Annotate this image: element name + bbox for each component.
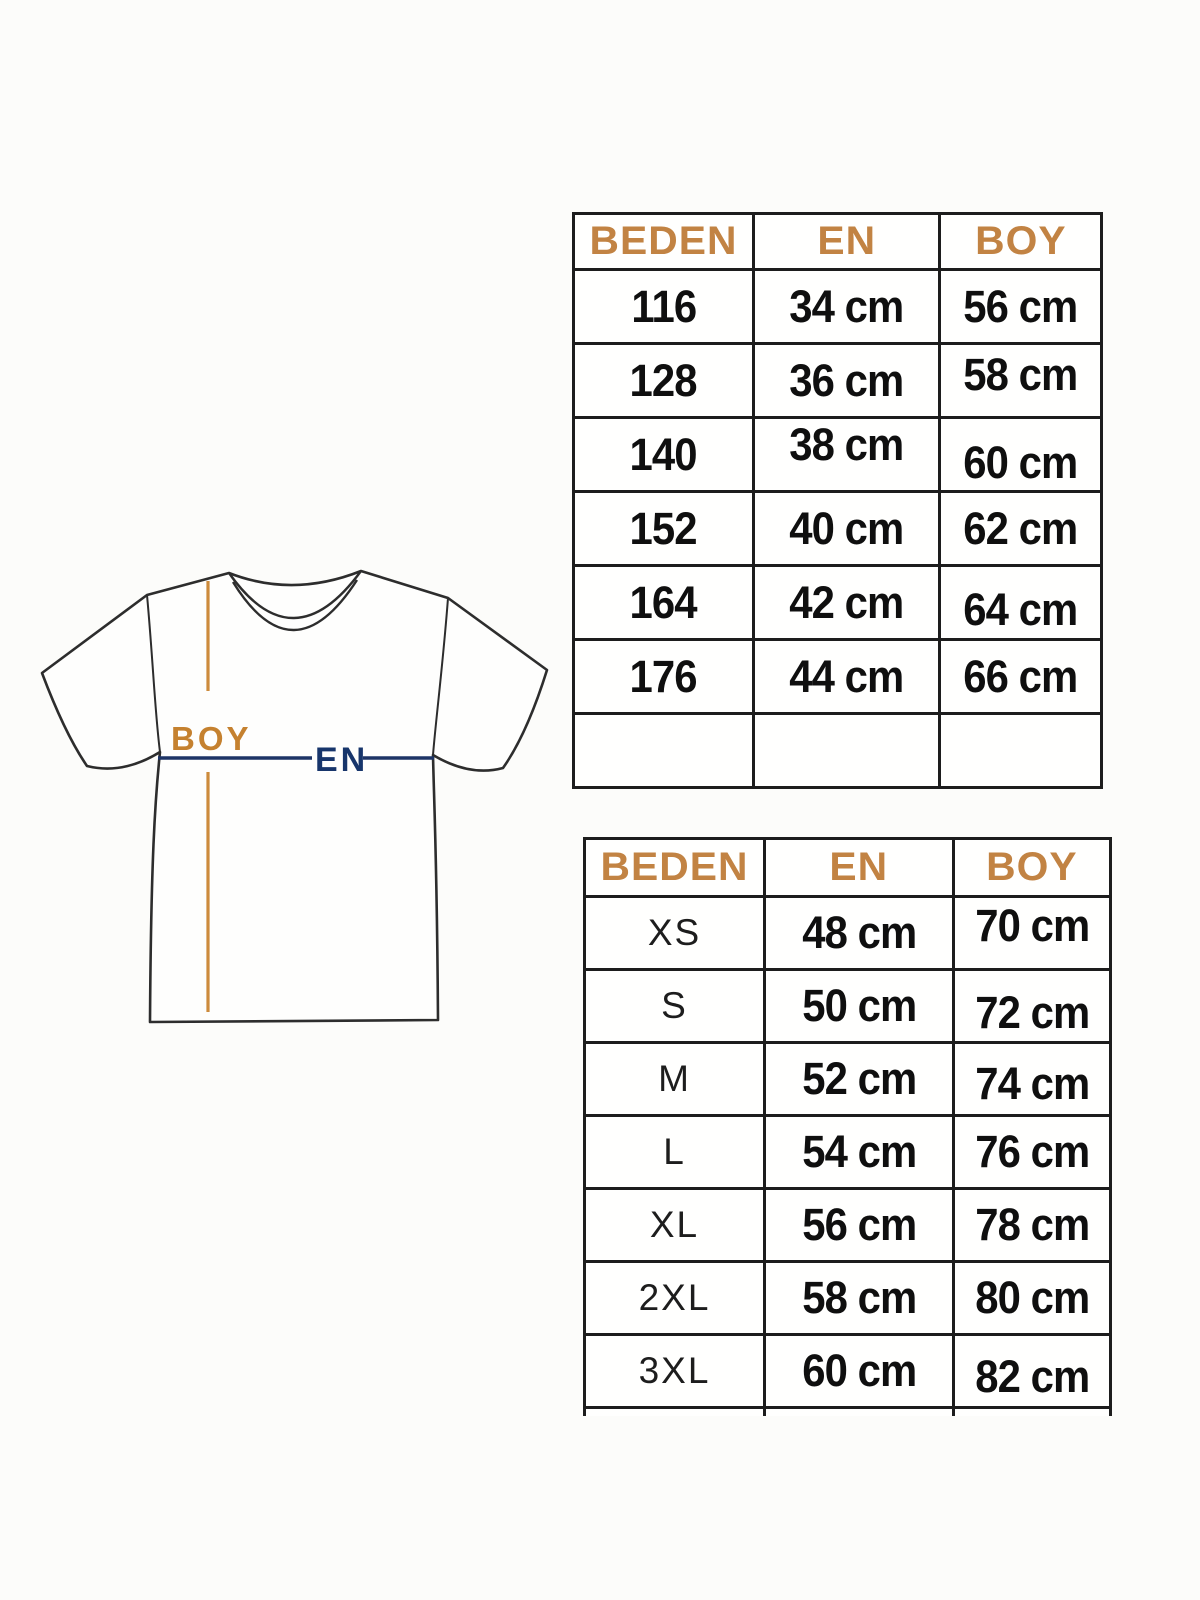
header-text: BOY bbox=[974, 219, 1067, 263]
width-label: EN bbox=[315, 741, 369, 779]
length-cell bbox=[940, 714, 1102, 788]
adult-size-table bbox=[583, 837, 1112, 1416]
header-text: BEDEN bbox=[589, 219, 738, 263]
kids-table-header-row bbox=[574, 214, 1102, 270]
size-cell bbox=[574, 344, 754, 418]
table-row bbox=[585, 1189, 1111, 1262]
size-cell bbox=[585, 970, 765, 1043]
cell-text: 42 cm bbox=[789, 576, 904, 628]
cell-text: 128 bbox=[629, 354, 698, 406]
size-cell bbox=[585, 1043, 765, 1116]
cell-text: 70 cm bbox=[974, 900, 1090, 951]
empty-table-row bbox=[574, 714, 1102, 788]
length-cell bbox=[940, 418, 1102, 492]
header-cell-boy bbox=[954, 839, 1111, 897]
header-text: BOY bbox=[986, 845, 1078, 889]
length-cell bbox=[940, 492, 1102, 566]
size-cell bbox=[585, 1335, 765, 1408]
width-cell bbox=[765, 1262, 954, 1335]
width-cell bbox=[754, 270, 940, 344]
cell-text: 50 cm bbox=[801, 980, 917, 1031]
width-cell bbox=[765, 1335, 954, 1408]
length-cell bbox=[954, 1262, 1111, 1335]
length-cell bbox=[940, 344, 1102, 418]
cell-text: XL bbox=[649, 1204, 700, 1245]
cell-text: 78 cm bbox=[974, 1199, 1090, 1250]
cell-text: 58 cm bbox=[801, 1272, 917, 1323]
cut-off-row bbox=[585, 1408, 1111, 1416]
cell-text: 56 cm bbox=[963, 280, 1078, 332]
table-row bbox=[574, 640, 1102, 714]
length-cell bbox=[954, 1335, 1111, 1408]
header-text: BEDEN bbox=[600, 845, 749, 889]
length-cell bbox=[940, 270, 1102, 344]
cell-text: 38 cm bbox=[789, 418, 904, 470]
size-cell bbox=[574, 566, 754, 640]
table-row bbox=[585, 897, 1111, 970]
width-cell bbox=[765, 1116, 954, 1189]
cell-text: XS bbox=[647, 912, 702, 953]
cell-text: 66 cm bbox=[963, 650, 1078, 702]
cell-text: 74 cm bbox=[974, 1058, 1090, 1109]
table-row bbox=[574, 344, 1102, 418]
cell-text: 56 cm bbox=[801, 1199, 917, 1250]
cell-text: 36 cm bbox=[789, 354, 904, 406]
width-cell bbox=[754, 714, 940, 788]
length-cell bbox=[954, 897, 1111, 970]
cell-text: 176 bbox=[629, 650, 698, 702]
length-cell bbox=[954, 1043, 1111, 1116]
cell-text: 54 cm bbox=[801, 1126, 917, 1177]
cell-text: 64 cm bbox=[963, 583, 1078, 635]
length-cell bbox=[954, 1189, 1111, 1262]
width-cell bbox=[765, 1043, 954, 1116]
table-row bbox=[574, 566, 1102, 640]
cell-text: 2XL bbox=[638, 1277, 711, 1318]
table-cell bbox=[954, 1408, 1111, 1416]
length-cell bbox=[940, 566, 1102, 640]
cell-text: 62 cm bbox=[963, 502, 1078, 554]
size-cell bbox=[585, 1116, 765, 1189]
width-cell bbox=[754, 640, 940, 714]
tshirt-diagram bbox=[35, 538, 555, 1038]
header-cell-en bbox=[754, 214, 940, 270]
cell-text: 152 bbox=[629, 502, 698, 554]
cell-text: 3XL bbox=[638, 1350, 711, 1391]
tshirt-outline bbox=[42, 571, 547, 1022]
cell-text: 80 cm bbox=[974, 1272, 1090, 1323]
length-cell bbox=[940, 640, 1102, 714]
length-cell bbox=[954, 970, 1111, 1043]
cell-text: 76 cm bbox=[974, 1126, 1090, 1177]
cell-text: 164 bbox=[629, 576, 698, 628]
table-row bbox=[585, 1335, 1111, 1408]
table-row bbox=[585, 1116, 1111, 1189]
table-row bbox=[574, 270, 1102, 344]
size-cell bbox=[585, 897, 765, 970]
table-cell bbox=[585, 1408, 765, 1416]
width-cell bbox=[754, 492, 940, 566]
header-text: EN bbox=[829, 845, 889, 889]
cell-text: 58 cm bbox=[963, 348, 1078, 400]
width-cell bbox=[754, 418, 940, 492]
cell-text: S bbox=[661, 985, 688, 1026]
cell-text: 52 cm bbox=[801, 1053, 917, 1104]
header-cell-en bbox=[765, 839, 954, 897]
size-cell bbox=[585, 1189, 765, 1262]
size-cell bbox=[574, 270, 754, 344]
table-row bbox=[585, 1043, 1111, 1116]
header-text: EN bbox=[817, 219, 876, 263]
size-cell bbox=[574, 418, 754, 492]
table-row bbox=[574, 492, 1102, 566]
cell-text: 116 bbox=[631, 280, 696, 332]
cell-text: 34 cm bbox=[789, 280, 904, 332]
cell-text: M bbox=[658, 1058, 691, 1099]
length-cell bbox=[954, 1116, 1111, 1189]
size-cell bbox=[585, 1262, 765, 1335]
table-row bbox=[574, 418, 1102, 492]
kids-size-table bbox=[572, 212, 1103, 789]
header-cell-beden bbox=[574, 214, 754, 270]
size-cell bbox=[574, 640, 754, 714]
size-cell bbox=[574, 492, 754, 566]
cell-text: 40 cm bbox=[789, 502, 904, 554]
table-row bbox=[585, 1262, 1111, 1335]
header-cell-boy bbox=[940, 214, 1102, 270]
cell-text: 72 cm bbox=[974, 987, 1090, 1038]
width-cell bbox=[765, 970, 954, 1043]
adult-table-header-row bbox=[585, 839, 1111, 897]
width-cell bbox=[754, 566, 940, 640]
cell-text: L bbox=[663, 1131, 686, 1172]
cell-text: 60 cm bbox=[801, 1345, 917, 1396]
cell-text: 44 cm bbox=[789, 650, 904, 702]
header-cell-beden bbox=[585, 839, 765, 897]
table-row bbox=[585, 970, 1111, 1043]
cell-text: 140 bbox=[629, 428, 698, 480]
cell-text: 60 cm bbox=[963, 436, 1078, 488]
size-cell bbox=[574, 714, 754, 788]
table-cell bbox=[765, 1408, 954, 1416]
cell-text: 48 cm bbox=[801, 907, 917, 958]
width-cell bbox=[765, 1189, 954, 1262]
cell-text: 82 cm bbox=[974, 1351, 1090, 1402]
width-cell bbox=[765, 897, 954, 970]
length-label: BOY bbox=[171, 720, 252, 757]
width-cell bbox=[754, 344, 940, 418]
